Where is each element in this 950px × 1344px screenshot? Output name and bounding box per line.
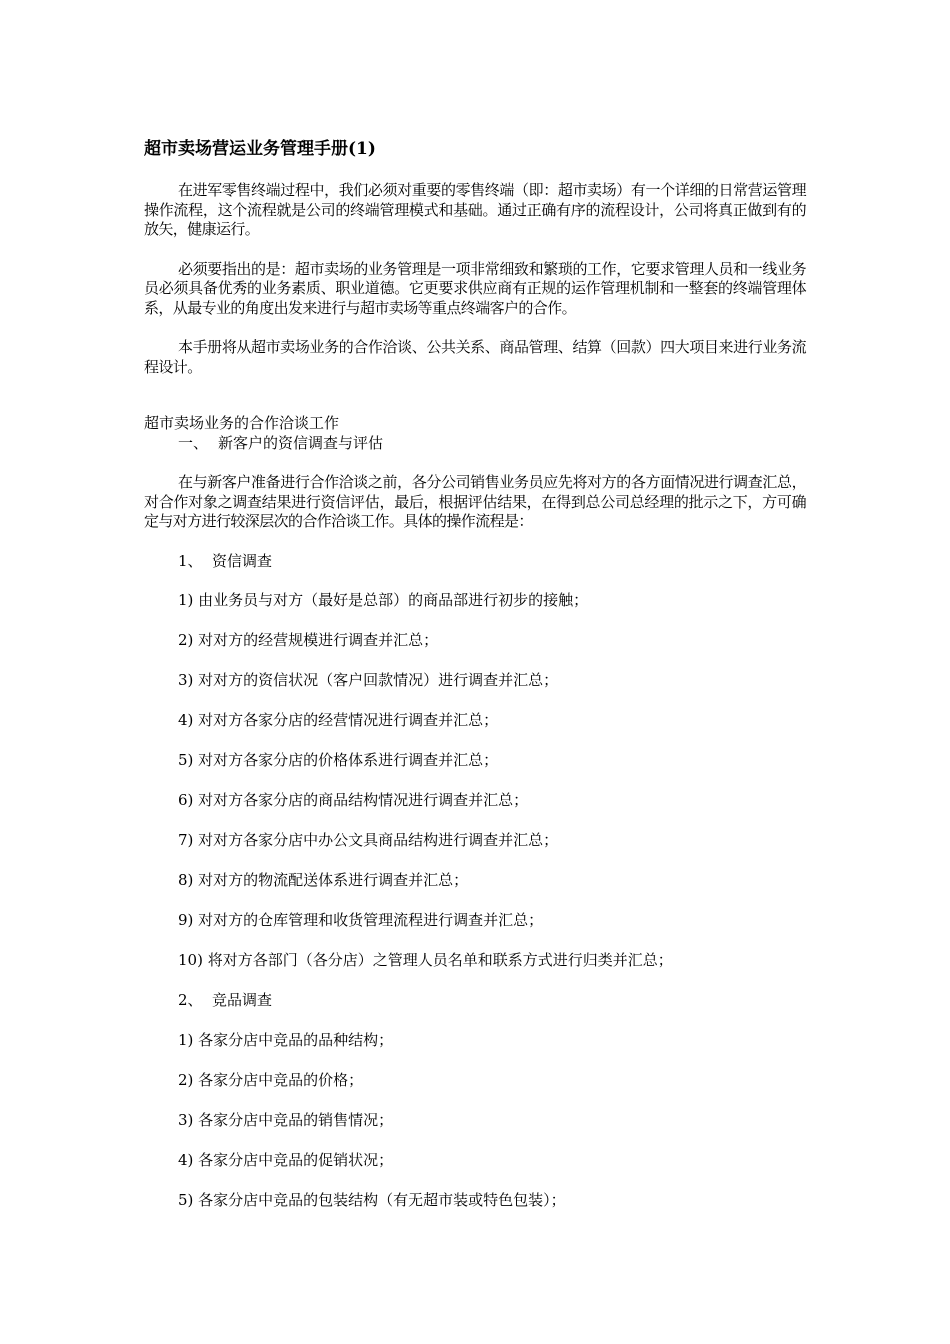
list-item: 5) 对对方各家分店的价格体系进行调查并汇总； — [178, 751, 499, 769]
intro-paragraph-1: 在进军零售终端过程中，我们必须对重要的零售终端（即：超市卖场）有一个详细的日常营运管理操作流程，这个流程就是公司的终端管理模式和基础。通过正确有序的流程设计，公司将真正做到有的放矢，健康运行。 — [144, 181, 806, 238]
subsection-title: 新客户的资信调查与评估 — [218, 433, 384, 452]
list-heading-title: 竞品调查 — [212, 991, 273, 1009]
document-content — [144, 136, 806, 1231]
subsection-paragraph: 在与新客户准备进行合作洽谈之前，各分公司销售业务员应先将对方的各方面情况进行调查汇总，对合作对象之调查结果进行资信评估，最后，根据评估结果，在得到总公司总经理的批示之下，方可确定与对方进行较深层次的合作洽谈工作。具体的操作流程是： — [144, 473, 806, 530]
list-item: 7) 对对方各家分店中办公文具商品结构进行调查并汇总； — [178, 831, 559, 849]
subsection-heading — [178, 434, 806, 454]
list-item: 5) 各家分店中竞品的包装结构（有无超市装或特色包装）； — [178, 1190, 566, 1209]
list-item: 2) 各家分店中竞品的价格； — [178, 1070, 364, 1089]
document-title: 超市卖场营运业务管理手册(1) — [144, 139, 376, 159]
list-item: 9) 对对方的仓库管理和收货管理流程进行调查并汇总； — [178, 911, 544, 929]
list-item: 6) 对对方各家分店的商品结构情况进行调查并汇总； — [178, 791, 529, 809]
intro-paragraph-2: 必须要指出的是：超市卖场的业务管理是一项非常细致和繁琐的工作，它要求管理人员和一线业务员必须具备优秀的业务素质、职业道德。它更要求供应商有正规的运作管理机制和一整套的终端管理体系，从最专业的角度出发来进行与超市卖场等重点终端客户的合作。 — [144, 259, 806, 317]
list-heading-title: 资信调查 — [212, 551, 273, 570]
list-item: 4) 对对方各家分店的经营情况进行调查并汇总； — [178, 711, 499, 729]
list-heading-number: 1、 — [178, 551, 203, 570]
list-item: 10) 将对方各部门（各分店）之管理人员名单和联系方式进行归类并汇总； — [178, 951, 673, 969]
list-item: 3) 各家分店中竞品的销售情况； — [178, 1110, 394, 1129]
list-item: 1) 各家分店中竞品的品种结构； — [178, 1030, 394, 1049]
list-heading-number: 2、 — [178, 991, 203, 1009]
list-item: 3) 对对方的资信状况（客户回款情况）进行调查并汇总； — [178, 671, 559, 689]
intro-paragraph-3: 本手册将从超市卖场业务的合作洽谈、公共关系、商品管理、结算（回款）四大项目来进行业务流程设计。 — [144, 338, 806, 376]
list-item: 1) 由业务员与对方（最好是总部）的商品部进行初步的接触； — [178, 591, 589, 609]
list-heading-competitor-investigation — [178, 991, 806, 1011]
section-heading: 超市卖场业务的合作洽谈工作 — [144, 414, 340, 432]
subsection-number: 一、 — [178, 433, 209, 452]
section-spacer — [144, 397, 806, 414]
list-item: 4) 各家分店中竞品的促销状况； — [178, 1150, 394, 1169]
list-item: 8) 对对方的物流配送体系进行调查并汇总； — [178, 871, 469, 889]
list-item: 2) 对对方的经营规模进行调查并汇总； — [178, 631, 439, 649]
list-heading-credit-investigation — [178, 552, 806, 572]
